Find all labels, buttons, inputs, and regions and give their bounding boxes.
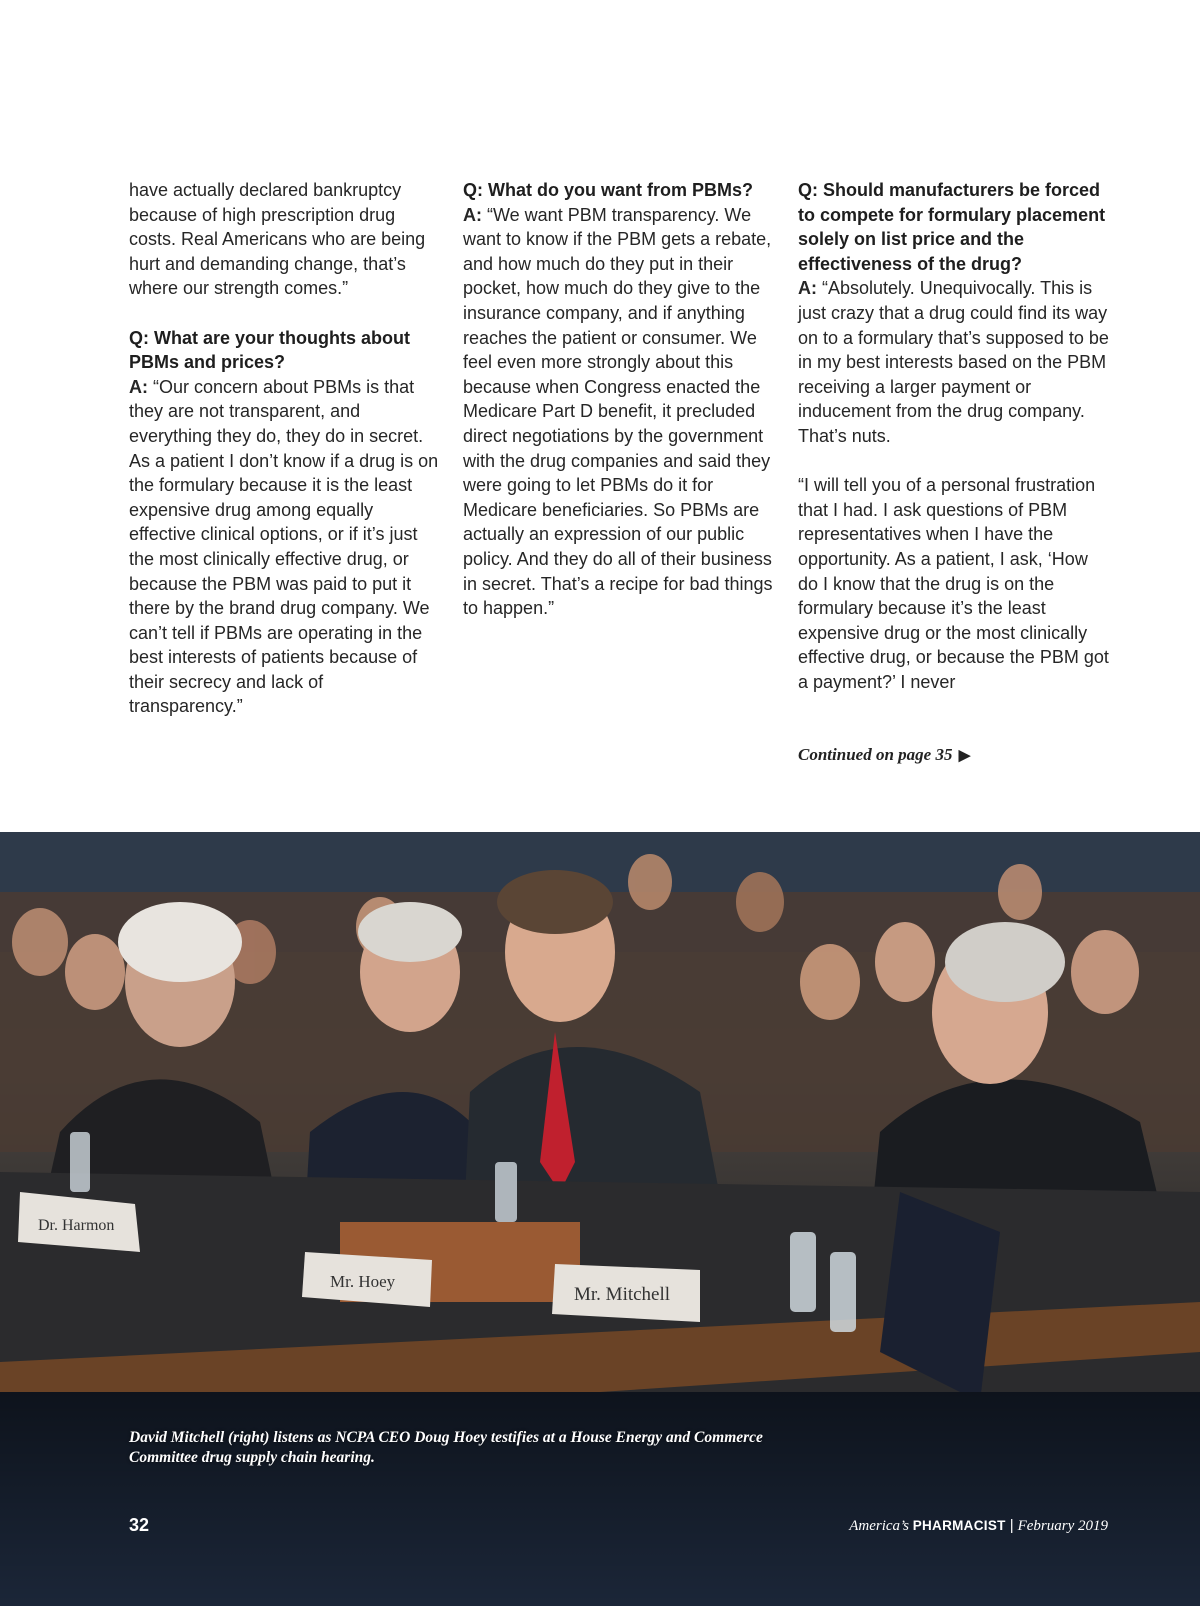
issue-date: February 2019 [1017, 1518, 1108, 1534]
magazine-prefix: America’s [849, 1518, 913, 1534]
paragraph: “I will tell you of a personal frustration that I had. I ask questions of PBM representatives when I have the opportunity. As a patient, I ask, ‘How do I know that the drug is on the formulary because it’s the least expensive drug or the most clinically effective drug, or because the PBM got a payment?’ I never [798, 475, 1109, 692]
running-footer [849, 1517, 1108, 1535]
article-column-1 [129, 178, 441, 719]
question: Q: What are your thoughts about PBMs and prices? [129, 327, 410, 373]
article-column-2 [463, 178, 775, 621]
water-bottle [790, 1232, 816, 1312]
person-hair [497, 870, 613, 934]
hearing-photo-illustration [0, 832, 1200, 1606]
placard-text: Mr. Mitchell [574, 1284, 671, 1305]
qa-block [129, 326, 441, 720]
person-hair [358, 902, 462, 962]
answer-label: A: [129, 376, 148, 397]
answer-label: A: [798, 278, 817, 299]
water-bottle [830, 1252, 856, 1332]
footer-separator: | [1009, 1517, 1014, 1534]
photo-caption: David Mitchell (right) listens as NCPA CEO Doug Hoey testifies at a House Energy and Commerce Committee drug supply chain hearing. [129, 1429, 763, 1466]
triangle-right-icon: ▶ [958, 748, 971, 764]
answer-text: “We want PBM transparency. We want to know if the PBM gets a rebate, and how much do they put in their pocket, how much do they give to the insurance company, and if anything reaches the patient or consumer. We feel even more strongly about this because when Congress enacted the Medicare Part D benefit, it precluded direct negotiations by the government with the drug companies and said they were going to let PBMs do it for Medicare beneficiaries. So PBMs are actually an expression of our public policy. And they do all of their business in secret. That’s a recipe for bad things to happen.” [463, 204, 773, 619]
paragraph: have actually declared bankruptcy because of high prescription drug costs. Real Americans who are being hurt and demanding change, that’s where our strength comes.” [129, 180, 426, 299]
question: Q: What do you want from PBMs? [463, 180, 753, 200]
continued-link[interactable] [798, 745, 970, 765]
qa-block [463, 178, 775, 621]
answer-text: “Absolutely. Unequivocally. This is just crazy that a drug could find its way on to a formulary that’s supposed to be in my best interests based on the PBM receiving a larger payment or inducement from the drug company. That’s nuts. [798, 278, 1109, 446]
question: Q: Should manufacturers be forced to compete for formulary placement solely on list price and the effectiveness of the drug? [798, 180, 1106, 274]
answer-text: “Our concern about PBMs is that they are not transparent, and everything they do, they do in secret. As a patient I don’t know if a drug is on the formulary because it is the least expensive drug among equally effective clinical options, or if it’s just the most clinically effective drug, or because the PBM was paid to put it there by the brand drug company. We can’t tell if PBMs are operating in the best interests of patients because of their secrecy and lack of transparency.” [129, 376, 439, 717]
person-hair [118, 902, 242, 982]
water-bottle [70, 1132, 90, 1192]
name-placard [552, 1264, 700, 1322]
article-column-3 [798, 178, 1110, 694]
hearing-photo [0, 832, 1200, 1606]
answer-label: A: [463, 204, 482, 225]
page-number: 32 [129, 1515, 150, 1535]
placard-text: Dr. Harmon [38, 1217, 115, 1234]
person-hair [945, 922, 1065, 1002]
continued-text: Continued on page 35 [798, 745, 953, 764]
placard-text: Mr. Hoey [330, 1272, 396, 1291]
magazine-brand: PHARMACIST [912, 1518, 1006, 1533]
qa-block [798, 178, 1110, 449]
water-bottle [495, 1162, 517, 1222]
